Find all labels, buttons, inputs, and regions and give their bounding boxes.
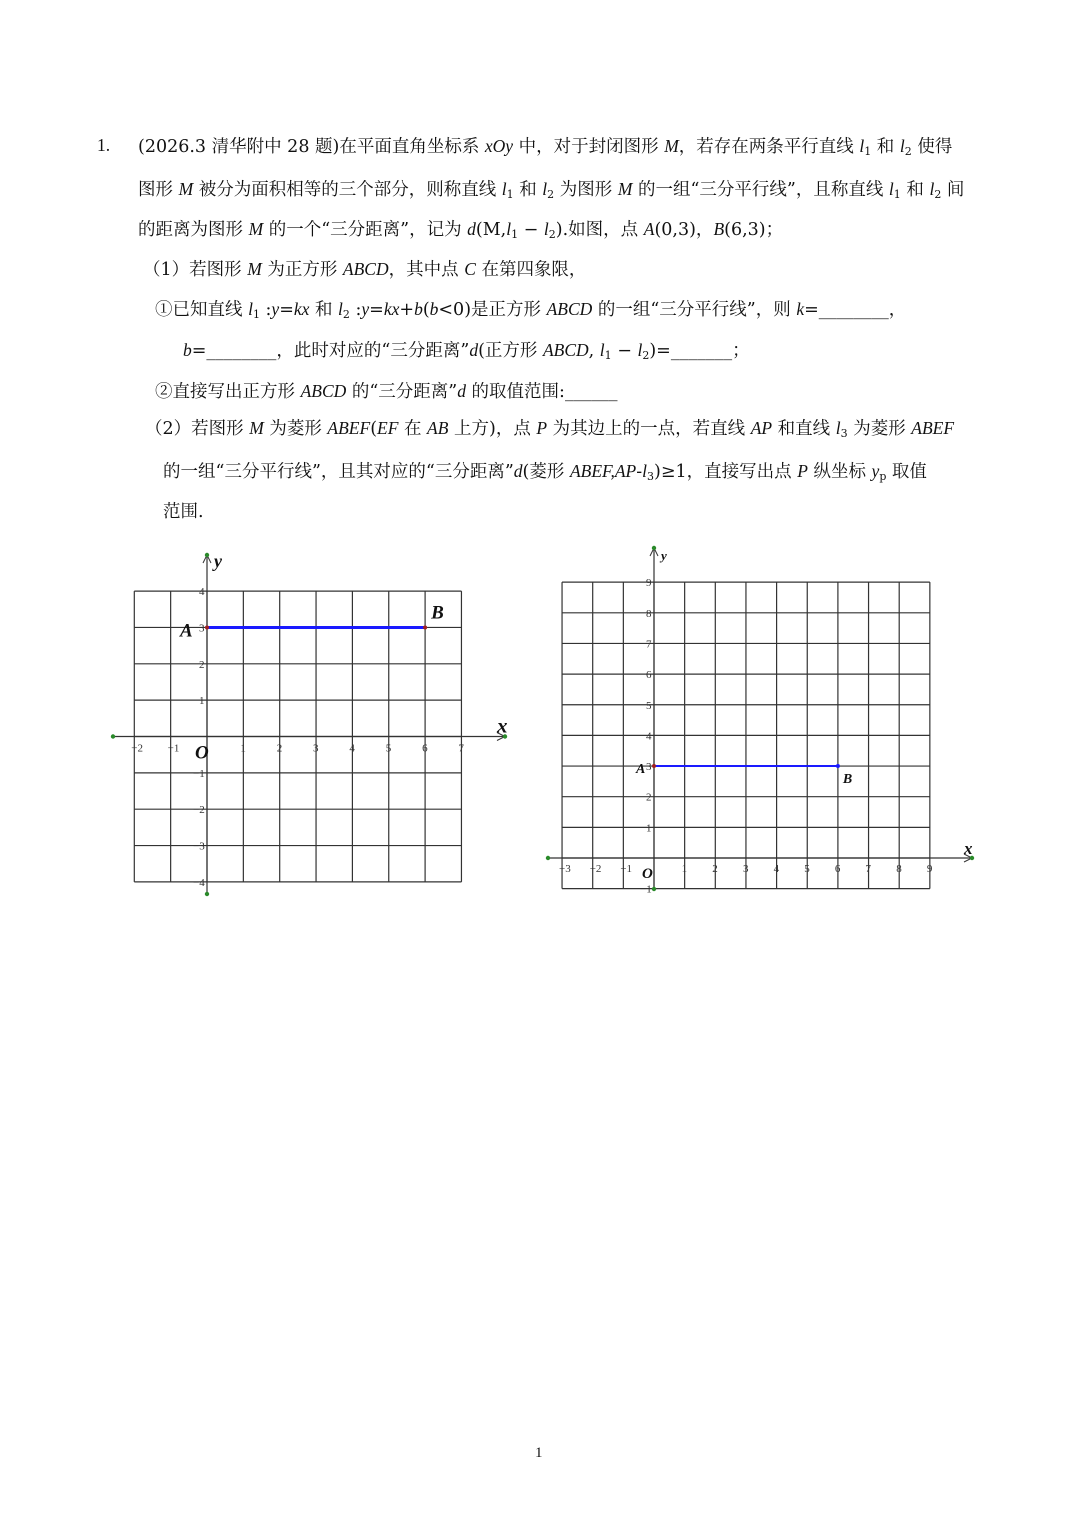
x-axis-label: x <box>964 839 973 858</box>
text-segment: P <box>536 418 548 438</box>
text-segment: A <box>643 219 655 239</box>
text-segment: EF <box>377 418 399 438</box>
text-segment: ②直接写出正方形 <box>155 382 301 402</box>
y-tick-label: 2 <box>646 791 652 804</box>
text-segment: 中，对于封闭图形 <box>513 137 665 157</box>
y-tick-label: −1 <box>193 767 205 780</box>
y-axis-label: y <box>661 548 667 563</box>
y-axis-label: y <box>214 551 222 571</box>
text-segment: 2 <box>904 145 912 158</box>
x-tick-label: −3 <box>559 863 571 875</box>
axis-endpoint <box>111 734 115 738</box>
x-tick-label: −2 <box>131 742 144 755</box>
text-segment: 的一组“三分平行线”，且称直线 <box>632 180 889 200</box>
text-segment: ABEF <box>327 418 371 438</box>
text-segment: l <box>929 179 935 199</box>
text-segment: )≥1，直接写出点 <box>654 462 798 482</box>
text-segment: l <box>888 179 894 199</box>
question-line <box>183 339 750 362</box>
text-segment: 的一个“三分距离”，记为 <box>263 220 468 240</box>
text-segment: 1 <box>506 188 514 201</box>
text-segment: <0)是正方形 <box>438 300 547 320</box>
x-tick-label: −1 <box>167 742 180 755</box>
text-segment: M <box>178 179 194 199</box>
text-segment: ABCD <box>300 381 347 401</box>
text-segment: （2）若图形 <box>145 419 250 439</box>
text-segment: l <box>835 418 841 438</box>
text-segment: d <box>467 219 476 239</box>
text-segment: l <box>642 461 647 481</box>
question-line <box>155 380 617 403</box>
text-segment: 纵坐标 <box>807 462 872 482</box>
y-tick-label: −4 <box>193 876 205 889</box>
text-segment: B <box>713 219 725 239</box>
y-tick-label: −2 <box>193 804 205 817</box>
text-segment: y <box>871 461 880 481</box>
y-tick-label: 8 <box>646 607 652 620</box>
text-segment: − <box>518 220 544 240</box>
text-segment: d <box>469 340 479 360</box>
text-segment: xOy <box>484 136 514 156</box>
x-tick-label: 4 <box>349 742 355 755</box>
question-line <box>138 135 952 158</box>
text-segment: AP <box>750 418 773 438</box>
origin-label: O <box>642 866 653 882</box>
x-tick-label: 4 <box>773 863 780 875</box>
x-tick-label: 1 <box>240 742 246 755</box>
y-tick-label: 1 <box>199 695 205 708</box>
text-segment: 使得 <box>911 137 953 157</box>
y-tick-label: 6 <box>646 669 652 682</box>
axis-endpoint <box>205 553 209 557</box>
text-segment: − <box>611 341 638 361</box>
x-tick-label: 5 <box>804 863 810 875</box>
text-segment: = <box>279 300 294 320</box>
text-segment: l <box>543 219 549 239</box>
text-segment: y <box>271 299 280 319</box>
y-tick-label: 7 <box>646 638 652 651</box>
x-axis-label: x <box>497 713 508 738</box>
text-segment: 的取值范围:______ <box>465 382 618 402</box>
y-tick-label: 4 <box>199 586 205 599</box>
text-segment: 为其边上的一点，若直线 <box>547 419 751 439</box>
text-segment: 3 <box>647 470 654 483</box>
y-tick-label: 5 <box>646 699 652 712</box>
text-segment: 3 <box>840 427 848 440</box>
text-segment: l <box>542 179 548 199</box>
x-tick-label: 6 <box>422 742 428 755</box>
text-segment: y <box>361 299 370 319</box>
text-segment: ( <box>422 300 430 320</box>
text-segment: 1 <box>604 349 612 362</box>
text-segment: d <box>457 381 466 401</box>
axis-endpoint <box>652 887 656 891</box>
text-segment: 2 <box>547 188 555 201</box>
origin-label: O <box>195 742 209 764</box>
text-segment: ).如图，点 <box>555 220 644 240</box>
text-segment: l <box>637 340 643 360</box>
text-segment: k <box>796 299 805 319</box>
y-tick-label: 3 <box>199 622 205 635</box>
text-segment: 取值 <box>886 462 927 482</box>
text-segment: M <box>249 418 264 438</box>
text-segment: （1）若图形 <box>143 260 248 280</box>
text-segment: ，若存在两条平行直线 <box>678 137 860 157</box>
text-segment: (菱形 <box>522 462 570 482</box>
x-tick-label: 3 <box>742 863 749 875</box>
text-segment: 1 <box>511 228 519 241</box>
text-segment: =________，此时对应的“三分距离” <box>191 341 470 361</box>
text-segment: =________， <box>804 300 907 320</box>
text-segment: l <box>859 136 865 156</box>
text-segment: 在 <box>398 419 428 439</box>
text-segment: 2 <box>342 308 350 321</box>
x-tick-label: 7 <box>865 863 872 875</box>
text-segment: )=_______； <box>649 341 750 361</box>
text-segment: 范围. <box>163 502 204 522</box>
text-segment: l <box>501 179 507 199</box>
axis-endpoint <box>546 856 550 860</box>
text-segment: (6,3)； <box>724 220 784 240</box>
text-segment: b <box>414 299 423 319</box>
text-segment: , <box>588 341 600 361</box>
text-segment: 1 <box>252 308 260 321</box>
text-segment: 为图形 <box>554 180 618 200</box>
text-segment: + <box>399 300 415 320</box>
point-b <box>836 764 840 768</box>
text-segment: 和 <box>513 180 543 200</box>
x-tick-label: 1 <box>681 863 688 875</box>
text-segment: 和 <box>871 137 900 157</box>
y-tick-label: 9 <box>646 577 652 590</box>
text-segment: 的“三分距离” <box>346 382 458 402</box>
text-segment: M <box>248 219 264 239</box>
text-segment: 上方)，点 <box>448 419 537 439</box>
text-segment: M <box>664 136 679 156</box>
x-tick-label: 6 <box>834 863 841 875</box>
text-segment: 1 <box>864 145 872 158</box>
text-segment: 在第四象限， <box>475 260 587 280</box>
text-segment: - <box>636 462 643 482</box>
text-segment: kx <box>383 299 400 319</box>
axis-endpoint <box>205 892 209 896</box>
point-b <box>423 625 427 629</box>
text-segment: 和直线 <box>772 419 836 439</box>
text-segment: ABCD <box>342 259 389 279</box>
x-tick-label: 3 <box>313 742 319 755</box>
page-number: 1 <box>535 1445 543 1461</box>
y-tick-label: 4 <box>646 730 652 743</box>
text-segment: l <box>506 219 512 239</box>
text-segment: M <box>617 179 633 199</box>
text-segment: = <box>369 300 384 320</box>
text-segment: 和 <box>900 180 930 200</box>
question-line <box>138 178 964 201</box>
x-tick-label: −1 <box>620 863 633 875</box>
text-segment: 间 <box>941 180 965 200</box>
text-segment: l <box>599 340 605 360</box>
point-a <box>205 625 209 629</box>
text-segment: ABCD <box>546 299 593 319</box>
text-segment: p <box>879 470 887 483</box>
x-tick-label: −2 <box>589 863 602 875</box>
y-tick-label: 1 <box>646 822 652 835</box>
text-segment: (正方形 <box>478 341 543 361</box>
text-segment: : <box>349 300 362 320</box>
point-b-label: B <box>842 772 853 788</box>
question-line <box>145 417 954 440</box>
question-line <box>155 298 906 321</box>
x-tick-label: 2 <box>276 742 283 755</box>
text-segment: 被分为面积相等的三个部分，则称直线 <box>193 180 502 200</box>
x-tick-label: 2 <box>712 863 718 875</box>
axis-endpoint <box>652 546 656 550</box>
text-segment: ( <box>370 419 378 439</box>
text-segment: 的一组“三分平行线”，且其对应的“三分距离” <box>163 462 514 482</box>
y-tick-label: 2 <box>199 658 205 671</box>
question-number: 1. <box>97 135 111 155</box>
text-segment: kx <box>293 299 310 319</box>
text-segment: 2 <box>934 188 942 201</box>
text-segment: ①已知直线 <box>155 300 249 320</box>
text-segment: 为菱形 <box>263 419 328 439</box>
y-tick-label: −1 <box>640 883 652 896</box>
text-segment: 的距离为图形 <box>138 220 249 240</box>
text-segment: AB <box>427 418 449 438</box>
text-segment: 和 <box>309 300 339 320</box>
text-segment: l <box>248 299 253 319</box>
text-segment: 2 <box>642 349 650 362</box>
text-segment: b <box>429 299 439 319</box>
point-a <box>652 764 656 768</box>
text-segment: l <box>899 136 905 156</box>
text-segment: ABCD <box>542 340 589 360</box>
question-line <box>138 218 783 241</box>
text-segment: C <box>464 259 476 279</box>
text-segment: ABEF <box>911 418 955 438</box>
text-segment: 1 <box>893 188 901 201</box>
text-segment: 为菱形 <box>847 419 912 439</box>
text-segment: (M, <box>475 220 507 240</box>
x-tick-label: 5 <box>385 742 392 755</box>
point-b-label: B <box>431 602 444 624</box>
text-segment: b <box>183 340 192 360</box>
x-tick-label: 9 <box>926 863 933 875</box>
text-segment: 的一组“三分平行线”，则 <box>592 300 797 320</box>
grid <box>562 582 930 889</box>
text-segment: 为正方形 <box>261 260 343 280</box>
x-tick-label: 7 <box>458 742 464 755</box>
text-segment: l <box>338 299 343 319</box>
text-segment: d <box>513 461 523 481</box>
text-segment: 图形 <box>138 180 179 200</box>
point-a-label: A <box>636 762 646 778</box>
text-segment: (0,3)， <box>654 220 714 240</box>
question-line <box>163 501 204 523</box>
text-segment: M <box>247 259 262 279</box>
x-tick-label: 8 <box>896 863 902 875</box>
text-segment: ，其中点 <box>388 260 465 280</box>
question-line <box>163 460 927 483</box>
text-segment: : <box>259 300 272 320</box>
y-tick-label: 3 <box>646 761 652 774</box>
text-segment: P <box>797 461 808 481</box>
y-tick-label: −3 <box>193 840 205 853</box>
text-segment: (2026.3 清华附中 28 题)在平面直角坐标系 <box>138 137 485 157</box>
text-segment: 2 <box>548 228 556 241</box>
point-a-label: A <box>180 620 193 642</box>
question-line <box>143 258 586 281</box>
text-segment: ABEF,AP <box>569 461 637 481</box>
